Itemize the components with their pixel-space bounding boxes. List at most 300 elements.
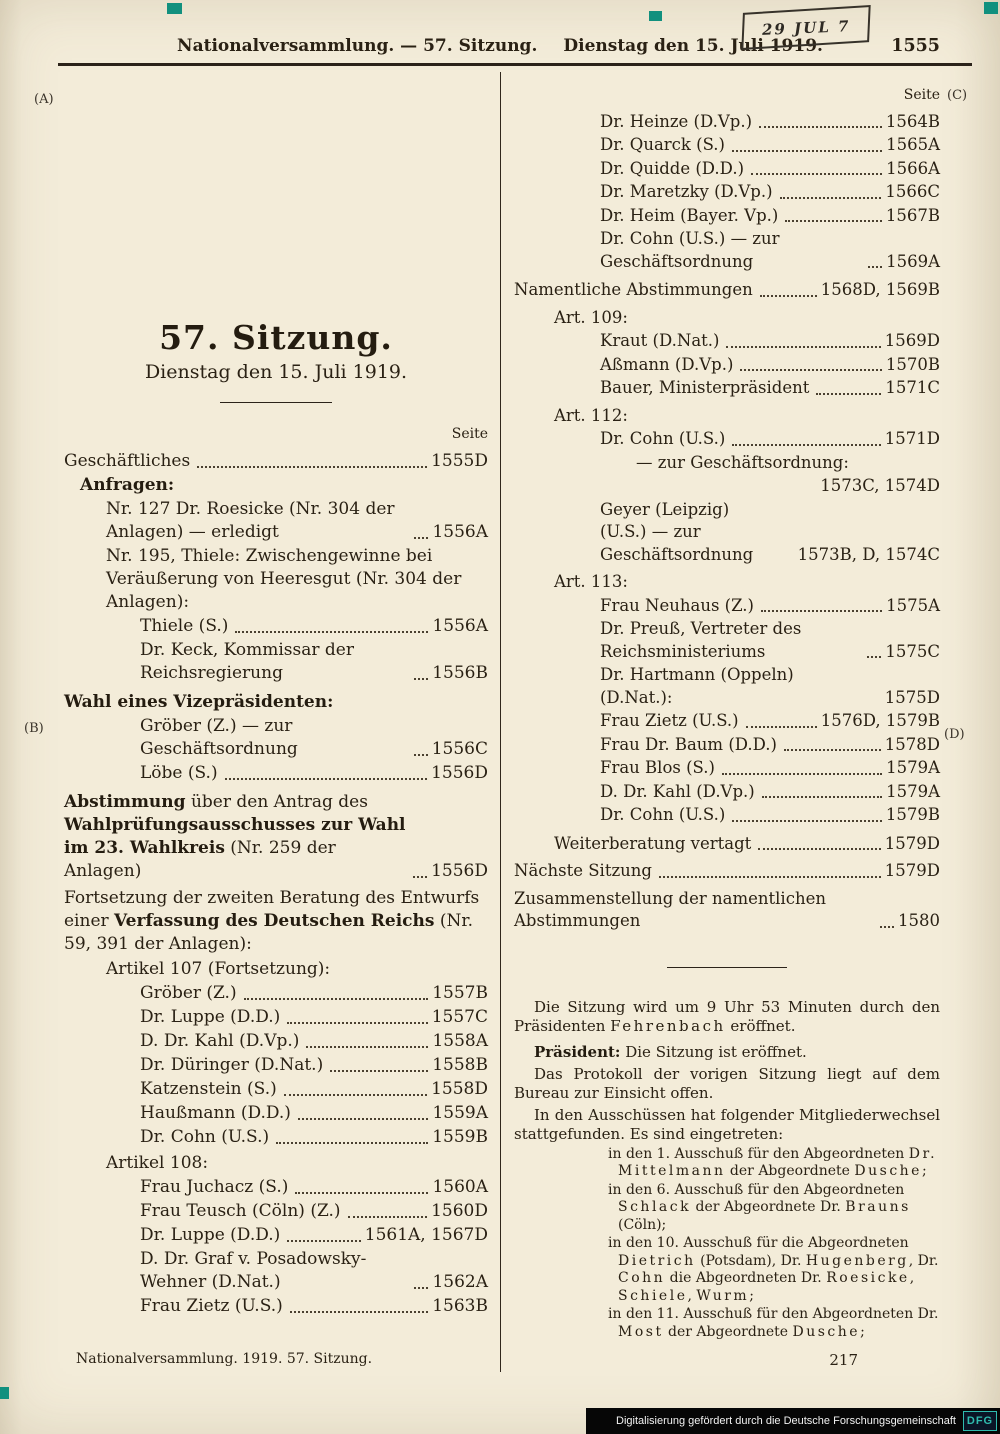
toc-entry [514, 499, 940, 567]
page-reference: 1569D [884, 331, 940, 350]
text-segment: Most [618, 1323, 664, 1340]
toc-entry-text [140, 1102, 291, 1125]
text-segment: ; [749, 1287, 754, 1304]
toc-entry-text [140, 1224, 280, 1247]
page-reference: 1556C [431, 739, 488, 759]
text-segment: Das Protokoll der vorigen Sitzung liegt auf dem Bureau zur Einsicht offen. [514, 1064, 940, 1102]
text-segment: Dr. Keck, Kommissar der Reichsregierung [140, 640, 354, 683]
dot-leader [287, 1240, 360, 1242]
toc-entry [64, 715, 488, 761]
committee-change-item [514, 1146, 940, 1181]
text-segment: Die Sitzung wird um 9 Uhr 53 Minuten durch den Präsidenten [514, 997, 940, 1035]
page-reference: 1579D [884, 833, 940, 853]
page-reference: 1573B, D, 1574C [797, 544, 940, 564]
text-segment: Haußmann (D.D.) [140, 1103, 291, 1123]
toc-entry-text [600, 710, 739, 733]
text-segment: (Potsdam), Dr. [695, 1252, 806, 1269]
text-segment: Artikel 108: [106, 1153, 209, 1173]
page-reference: 1558B [432, 1055, 488, 1075]
toc-entry [514, 111, 940, 134]
page-reference: 1575A [886, 595, 940, 615]
page-reference: 1566A [886, 158, 940, 178]
toc-entry-text [140, 1176, 288, 1199]
text-segment: Hugenberg [805, 1252, 909, 1269]
toc-entry-text [64, 691, 333, 714]
toc-entry [514, 888, 940, 933]
text-segment: Dr. Quidde (D.D.) [600, 158, 745, 178]
text-segment: Frau Dr. Baum (D.D.) [600, 734, 777, 754]
text-segment: Dr. Heim (Bayer. Vp.) [600, 205, 779, 225]
text-segment: in den 10. Ausschuß für die Abgeordneten [608, 1235, 909, 1251]
text-segment: Art. 113: [554, 572, 628, 591]
text-segment: Frau Neuhaus (Z.) [600, 595, 754, 615]
dot-leader [784, 749, 881, 751]
text-segment: Cohn [618, 1270, 666, 1286]
text-segment: Dr. Hartmann (Oppeln) (D.Nat.): [600, 665, 794, 707]
running-header-date: Dienstag den 15. Juli 1919. [563, 36, 823, 56]
running-header-title: Nationalversammlung. — 57. Sitzung. [177, 36, 538, 56]
page-reference: 1557B [432, 983, 488, 1003]
dot-leader [659, 876, 881, 878]
text-segment: Frau Juchacz (S.) [140, 1177, 289, 1197]
page-reference: 1571C [885, 378, 940, 397]
text-segment: Dietrich [618, 1252, 696, 1269]
toc-entry-text [140, 639, 407, 685]
text-segment: Nr. 127 Dr. Roesicke (Nr. 304 der Anlagen) — erledigt [106, 499, 395, 542]
body-paragraph [514, 1043, 940, 1062]
toc-entry-text [64, 450, 190, 473]
toc-entry [514, 330, 940, 353]
toc-entry [514, 757, 940, 780]
toc-entry-text [600, 205, 778, 228]
text-segment: In den Ausschüssen hat folgender Mitgliederwechsel stattgefunden. Es sind eingetreten: [514, 1105, 940, 1143]
text-segment: Art. 112: [554, 405, 628, 425]
page-reference: 1570B [885, 354, 940, 374]
committee-change-item [514, 1182, 940, 1235]
page-reference: 1575D [884, 687, 940, 707]
dot-leader [290, 1311, 428, 1313]
digitization-credit: Digitalisierung gefördert durch die Deutsche Forschungsgemeinschaft [616, 1415, 956, 1427]
text-segment: Dr. Mittelmann [618, 1145, 938, 1179]
text-segment: Löbe (S.) [140, 763, 218, 783]
toc-entry [514, 781, 940, 804]
page-reference: 1566C [885, 182, 940, 201]
dot-leader [414, 678, 428, 680]
toc-entry-text [140, 1054, 323, 1077]
text-segment: Artikel 107 (Fortsetzung): [106, 959, 331, 979]
toc-entries-left [64, 450, 488, 1318]
dot-leader [726, 346, 880, 348]
margin-letter-b: (B) [24, 721, 44, 736]
committee-change-list [514, 1146, 940, 1342]
toc-entry-text [140, 1295, 283, 1318]
seite-column-label-left: Seite [451, 426, 488, 442]
text-segment: , [687, 1287, 697, 1304]
toc-entry [64, 615, 488, 638]
text-segment: Dr. Maretzky (D.Vp.) [600, 182, 773, 201]
text-segment: Dr. Cohn (U.S.) [600, 429, 726, 448]
text-segment: Dr. Düringer (D.Nat.) [140, 1055, 324, 1075]
session-title: 57. Sitzung. [159, 318, 393, 357]
toc-entry-text [600, 181, 773, 204]
text-segment: Dr. Luppe (D.D.) [140, 1007, 281, 1027]
dfg-logo: DFG [963, 1411, 997, 1431]
text-segment: Brauns [845, 1199, 911, 1215]
text-segment: in den 1. Ausschuß für den Abgeordneten [608, 1145, 909, 1162]
page-reference: 1578D [884, 734, 940, 754]
sheet-number: 217 [829, 1351, 858, 1369]
registration-mark [0, 1387, 9, 1399]
toc-entry-text [514, 860, 652, 883]
archive-stamp-text: 29 JUL 7 [761, 16, 851, 39]
page-reference: 1575C [885, 641, 940, 661]
text-segment: Frau Blos (S.) [600, 758, 715, 777]
text-segment: ; [921, 1163, 927, 1179]
toc-left-column [64, 88, 488, 1318]
dot-leader [306, 1046, 428, 1048]
text-segment: Dr. Heinze (D.Vp.) [600, 111, 753, 131]
session-opening-text [514, 998, 940, 1144]
registration-mark [167, 3, 182, 14]
toc-entry-text [554, 833, 751, 856]
page-reference: 1579A [886, 758, 940, 777]
dot-leader [414, 537, 428, 539]
toc-entry [514, 405, 940, 428]
text-segment: Katzenstein (S.) [140, 1079, 277, 1099]
text-segment: Dr. Cohn (U.S.) [140, 1127, 270, 1147]
toc-entry [514, 158, 940, 181]
text-segment: Schlack [618, 1199, 692, 1215]
page-reference: 1579B [885, 805, 940, 824]
page-reference: 1561A, 1567D [364, 1225, 488, 1245]
dot-leader [414, 754, 428, 756]
text-segment: Dr. Luppe (D.D.) [140, 1225, 281, 1245]
page-reference: 1557C [431, 1007, 488, 1027]
toc-entry [64, 474, 488, 497]
text-segment: Dr. Cohn (U.S.) — zur Geschäftsordnung [600, 229, 780, 271]
page-reference: 1559B [432, 1127, 488, 1147]
text-segment: Fortsetzung der zweiten Beratung des Entwurfs einer [64, 888, 480, 931]
toc-entry [514, 475, 940, 498]
toc-entry [514, 181, 940, 204]
toc-entry [514, 279, 940, 302]
page-reference: 1559A [432, 1103, 488, 1123]
session-date: Dienstag den 15. Juli 1919. [144, 361, 408, 383]
toc-entry [514, 595, 940, 618]
dot-leader [867, 656, 881, 658]
text-segment: Art. 109: [554, 307, 628, 327]
toc-entry-text [140, 615, 228, 638]
dot-leader [732, 150, 882, 152]
toc-entry-text [106, 498, 407, 544]
text-segment: Roesicke [826, 1270, 910, 1286]
dot-leader [225, 778, 428, 780]
toc-entry [514, 134, 940, 157]
page-reference: 1567B [885, 205, 940, 225]
text-segment: Geschäftliches [64, 451, 191, 471]
toc-entry-text [140, 982, 237, 1005]
toc-entry [64, 1248, 488, 1294]
toc-entry-text [64, 791, 406, 883]
toc-entry [514, 377, 940, 400]
text-segment: Frau Teusch (Cöln) (Z.) [140, 1201, 341, 1221]
text-segment: über den Antrag des [185, 792, 368, 812]
dot-leader [413, 876, 427, 878]
toc-entry-text [600, 428, 725, 451]
page-reference: 1563B [432, 1296, 488, 1316]
text-segment: — zur Geschäftsordnung: [636, 452, 849, 472]
toc-entry-text [600, 664, 860, 709]
toc-entry-text [600, 330, 719, 353]
page-reference: 1555D [431, 451, 488, 471]
toc-entry [64, 1030, 488, 1053]
text-segment: der Abgeordnete [725, 1163, 855, 1179]
text-segment: , Dr. [908, 1252, 939, 1269]
toc-entries-right [514, 111, 940, 933]
dot-leader [761, 610, 882, 612]
text-segment: Nr. 195, Thiele: Zwischengewinne bei Veräußerung von Heeresgut (Nr. 304 der Anlagen): [106, 546, 462, 612]
toc-entry [514, 664, 940, 709]
toc-entry-text [64, 887, 488, 956]
dot-leader [785, 220, 882, 222]
toc-entry [514, 571, 940, 594]
dot-leader [746, 726, 817, 728]
text-segment: Nächste Sitzung [514, 861, 652, 880]
header-rule [58, 63, 972, 66]
toc-entry-text [554, 405, 628, 428]
toc-entry-text [600, 134, 725, 157]
dot-leader [330, 1070, 428, 1072]
toc-entry [514, 804, 940, 827]
dot-leader [732, 444, 880, 446]
toc-entry-text [600, 499, 773, 567]
toc-entry [64, 1102, 488, 1125]
section-rule [667, 967, 787, 968]
page-reference: 1558A [432, 1031, 488, 1051]
text-segment: Thiele (S.) [140, 616, 229, 636]
toc-entry [64, 791, 488, 883]
dot-leader [816, 393, 881, 395]
text-segment: Zusammenstellung der namentlichen Abstimmungen [514, 888, 826, 930]
toc-entry [514, 734, 940, 757]
page-reference: 1579A [886, 781, 940, 801]
text-segment: Abstimmung [64, 792, 186, 812]
page-reference: 1556A [432, 522, 488, 542]
page-reference: 1576D, 1579B [820, 711, 940, 730]
page-reference: 1571D [884, 429, 940, 448]
text-segment: in den 6. Ausschuß für den Abgeordneten [608, 1181, 905, 1198]
page-reference: 1560D [431, 1201, 488, 1221]
body-paragraph [514, 1106, 940, 1144]
dot-leader [758, 848, 880, 850]
text-segment: Präsident: [534, 1042, 621, 1061]
dot-leader [414, 1287, 428, 1289]
toc-entry [514, 452, 940, 475]
toc-entry-text [514, 888, 873, 933]
dot-leader [235, 631, 428, 633]
toc-entry [514, 833, 940, 856]
dot-leader [740, 369, 881, 371]
text-segment: Die Sitzung ist eröffnet. [620, 1042, 807, 1061]
archive-stamp [741, 5, 870, 50]
text-segment: Bauer, Ministerpräsident [600, 378, 810, 397]
page-reference: 1569A [886, 251, 940, 271]
text-segment: (Cöln); [618, 1216, 667, 1233]
text-segment: Wurm [696, 1287, 750, 1304]
text-segment: Frau Zietz (U.S.) [600, 711, 739, 730]
toc-entry [64, 958, 488, 981]
toc-entry [514, 710, 940, 733]
text-segment: Kraut (D.Nat.) [600, 331, 720, 350]
toc-entry-text [600, 618, 860, 663]
toc-entry-text [600, 734, 777, 757]
toc-entry [514, 228, 940, 273]
title-rule [220, 402, 332, 403]
page-reference: 1556D [431, 763, 488, 783]
toc-entry-text [140, 1200, 341, 1223]
toc-entry [64, 1224, 488, 1247]
toc-entry [64, 1054, 488, 1077]
text-segment: Aßmann (D.Vp.) [600, 354, 734, 374]
committee-change-item [514, 1306, 940, 1341]
page-reference: 1556D [431, 861, 488, 881]
dot-leader [722, 773, 882, 775]
text-segment: Gröber (Z.) [140, 983, 237, 1003]
toc-entry-text [140, 1248, 407, 1294]
text-segment: , [909, 1270, 915, 1286]
toc-entry [514, 354, 940, 377]
page-reference: 1580 [898, 911, 940, 930]
text-segment: Namentliche Abstimmungen [514, 280, 753, 299]
toc-entry-text [554, 571, 628, 594]
dot-leader [868, 266, 882, 268]
toc-entry-text [106, 545, 488, 614]
toc-entry-text [514, 279, 753, 302]
text-segment: D. Dr. Graf v. Posadowsky-Wehner (D.Nat.) [140, 1249, 367, 1292]
toc-entry-text [554, 307, 628, 330]
toc-entry-text [140, 1078, 277, 1101]
toc-entry-text [140, 1126, 269, 1149]
toc-entry [64, 691, 488, 714]
dot-leader [295, 1192, 428, 1194]
margin-letter-c: (C) [947, 88, 968, 103]
page-reference: 1558D [431, 1079, 488, 1099]
text-segment: der Abgeordnete Dr. [691, 1199, 846, 1215]
margin-letter-a: (A) [34, 92, 54, 107]
page-reference: 1560A [432, 1177, 488, 1197]
text-segment: D. Dr. Kahl (D.Vp.) [140, 1031, 300, 1051]
page-reference: 1562A [432, 1272, 488, 1292]
page-number: 1555 [891, 36, 940, 56]
toc-entry [64, 1176, 488, 1199]
toc-entry-text [636, 452, 849, 475]
text-segment: eröffnet. [725, 1016, 796, 1035]
toc-entry [64, 545, 488, 614]
text-segment: Gröber (Z.) — zur Geschäftsordnung [140, 716, 298, 759]
toc-entry [64, 887, 488, 956]
toc-entry-text [600, 228, 861, 273]
toc-entry [64, 639, 488, 685]
column-divider [500, 72, 501, 1372]
text-segment: D. Dr. Kahl (D.Vp.) [600, 781, 755, 801]
registration-mark [649, 11, 662, 21]
page-reference: 1556B [432, 663, 488, 683]
text-segment: (Nr. 59, 391 der Anlagen): [64, 911, 474, 954]
dot-leader [197, 466, 427, 468]
text-segment: Wahl eines Vizepräsidenten: [64, 692, 334, 712]
dot-leader [284, 1094, 427, 1096]
toc-entry-text [140, 762, 218, 785]
text-segment: Verfassung des Deutschen Reichs [114, 911, 435, 931]
dot-leader [244, 998, 429, 1000]
dot-leader [759, 126, 882, 128]
page-reference: 1564B [885, 111, 940, 131]
page-reference: 1573C, 1574D [820, 476, 940, 495]
toc-entry [64, 1078, 488, 1101]
text-segment: Dr. Quarck (S.) [600, 135, 725, 154]
text-segment: Fehrenbach [610, 1016, 726, 1035]
toc-right-column [514, 84, 940, 1372]
toc-entry [64, 1152, 488, 1175]
text-segment: der Abgeordnete [663, 1323, 793, 1340]
toc-entry [514, 205, 940, 228]
committee-change-item [514, 1235, 940, 1305]
dot-leader [760, 295, 817, 297]
body-paragraph [514, 1065, 940, 1103]
text-segment: Geyer (Leipzig) (U.S.) — zur Geschäftsordnung [600, 499, 754, 564]
toc-entry [64, 1200, 488, 1223]
toc-entry [514, 860, 940, 883]
body-paragraph [514, 998, 940, 1036]
toc-entry [64, 1126, 488, 1149]
dot-leader [780, 197, 882, 199]
dot-leader [732, 820, 882, 822]
toc-entry [514, 618, 940, 663]
toc-entry-text [600, 354, 733, 377]
text-segment: Dr. Cohn (U.S.) [600, 805, 726, 824]
toc-entry-text [140, 1006, 280, 1029]
toc-entry [64, 762, 488, 785]
toc-entry-text [140, 1030, 299, 1053]
text-segment: Dusche [792, 1323, 861, 1340]
toc-entry [514, 428, 940, 451]
toc-entry-text [600, 158, 744, 181]
text-segment: Frau Zietz (U.S.) [140, 1296, 283, 1316]
toc-entry [64, 982, 488, 1005]
toc-entry-text [140, 715, 407, 761]
dot-leader [880, 926, 894, 928]
toc-entry [64, 1006, 488, 1029]
page-reference: 1568D, 1569B [820, 280, 940, 299]
dot-leader [348, 1216, 428, 1218]
toc-entry [64, 498, 488, 544]
text-segment: in den 11. Ausschuß für den Abgeordneten Dr. [608, 1306, 939, 1322]
dot-leader [751, 173, 882, 175]
dot-leader [287, 1022, 427, 1024]
toc-entry-text [600, 781, 755, 804]
toc-entry-text [600, 804, 725, 827]
dot-leader [276, 1142, 428, 1144]
toc-entry [514, 307, 940, 330]
toc-entry-text [106, 958, 330, 981]
text-segment: Schiele [618, 1287, 688, 1304]
toc-entry-text [600, 377, 809, 400]
toc-entry-text [600, 111, 752, 134]
registration-mark [984, 2, 998, 14]
text-segment: Weiterberatung vertagt [554, 833, 752, 853]
toc-entry [64, 450, 488, 473]
text-segment: Dr. Preuß, Vertreter des Reichsministeriums [600, 619, 802, 661]
